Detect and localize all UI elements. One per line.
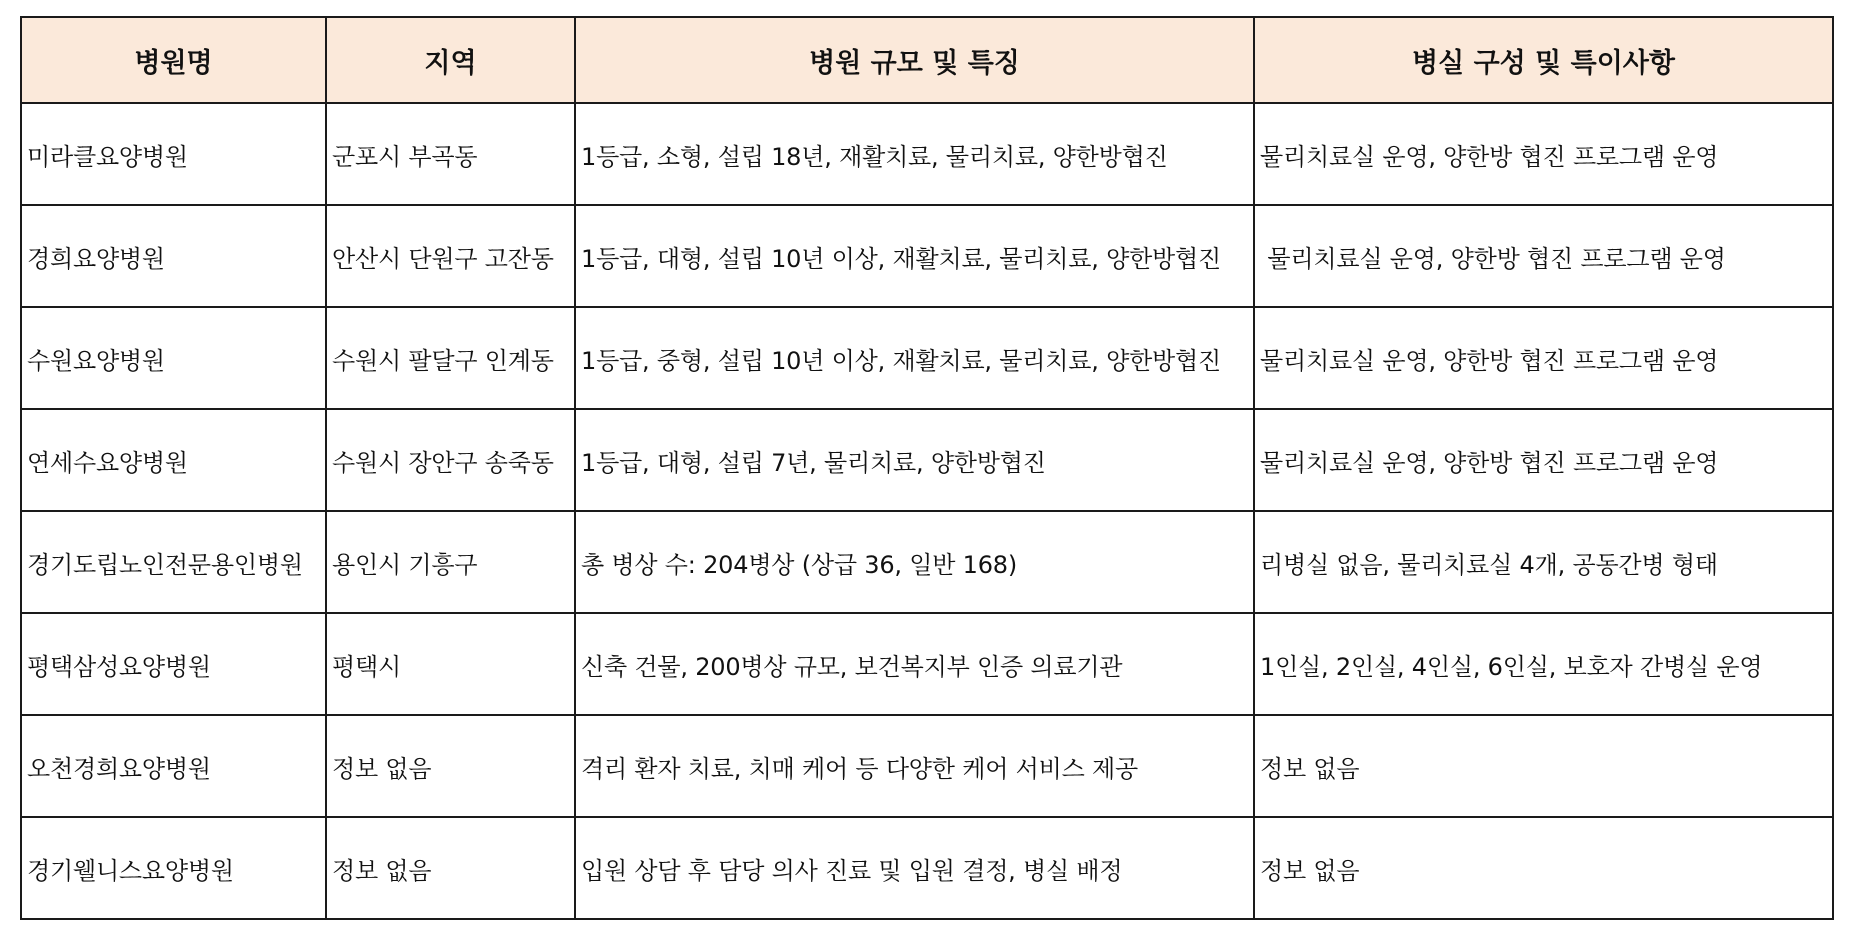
- hospital-comparison-table: [20, 16, 1834, 920]
- cell-scale-features: 입원 상담 후 담당 의사 진료 및 입원 결정, 병실 배정: [575, 817, 1254, 919]
- cell-scale-features: 신축 건물, 200병상 규모, 보건복지부 인증 의료기관: [575, 613, 1254, 715]
- cell-room-notes: 물리치료실 운영, 양한방 협진 프로그램 운영: [1254, 307, 1833, 409]
- cell-room-notes: 물리치료실 운영, 양한방 협진 프로그램 운영: [1254, 103, 1833, 205]
- cell-region: 용인시 기흥구: [326, 511, 575, 613]
- cell-hospital-name: 경기도립노인전문용인병원: [21, 511, 326, 613]
- cell-region: 수원시 팔달구 인계동: [326, 307, 575, 409]
- cell-region: 정보 없음: [326, 715, 575, 817]
- cell-hospital-name: 경기웰니스요양병원: [21, 817, 326, 919]
- table-row: [21, 715, 1833, 817]
- cell-region: 수원시 장안구 송죽동: [326, 409, 575, 511]
- cell-scale-features: 1등급, 대형, 설립 7년, 물리치료, 양한방협진: [575, 409, 1254, 511]
- cell-hospital-name: 평택삼성요양병원: [21, 613, 326, 715]
- table-row: [21, 511, 1833, 613]
- cell-room-notes: 물리치료실 운영, 양한방 협진 프로그램 운영: [1254, 205, 1833, 307]
- header-hospital-name: 병원명: [21, 17, 326, 103]
- cell-scale-features: 격리 환자 치료, 치매 케어 등 다양한 케어 서비스 제공: [575, 715, 1254, 817]
- table-row: [21, 307, 1833, 409]
- cell-scale-features: 총 병상 수: 204병상 (상급 36, 일반 168): [575, 511, 1254, 613]
- table-row: [21, 613, 1833, 715]
- cell-scale-features: 1등급, 소형, 설립 18년, 재활치료, 물리치료, 양한방협진: [575, 103, 1254, 205]
- cell-scale-features: 1등급, 대형, 설립 10년 이상, 재활치료, 물리치료, 양한방협진: [575, 205, 1254, 307]
- cell-region: 군포시 부곡동: [326, 103, 575, 205]
- cell-room-notes: 1인실, 2인실, 4인실, 6인실, 보호자 간병실 운영: [1254, 613, 1833, 715]
- table-row: [21, 103, 1833, 205]
- header-region: 지역: [326, 17, 575, 103]
- header-row: [21, 17, 1833, 103]
- cell-hospital-name: 오천경희요양병원: [21, 715, 326, 817]
- cell-region: 평택시: [326, 613, 575, 715]
- cell-hospital-name: 수원요양병원: [21, 307, 326, 409]
- cell-region: 정보 없음: [326, 817, 575, 919]
- table-row: [21, 409, 1833, 511]
- cell-room-notes: 정보 없음: [1254, 817, 1833, 919]
- header-scale-features: 병원 규모 및 특징: [575, 17, 1254, 103]
- table-row: [21, 205, 1833, 307]
- cell-hospital-name: 연세수요양병원: [21, 409, 326, 511]
- cell-region: 안산시 단원구 고잔동: [326, 205, 575, 307]
- cell-room-notes: 물리치료실 운영, 양한방 협진 프로그램 운영: [1254, 409, 1833, 511]
- table-row: [21, 817, 1833, 919]
- header-room-notes: 병실 구성 및 특이사항: [1254, 17, 1833, 103]
- hospital-comparison-sheet: [20, 16, 1834, 920]
- cell-hospital-name: 미라클요양병원: [21, 103, 326, 205]
- cell-scale-features: 1등급, 중형, 설립 10년 이상, 재활치료, 물리치료, 양한방협진: [575, 307, 1254, 409]
- cell-hospital-name: 경희요양병원: [21, 205, 326, 307]
- cell-room-notes: 리병실 없음, 물리치료실 4개, 공동간병 형태: [1254, 511, 1833, 613]
- cell-room-notes: 정보 없음: [1254, 715, 1833, 817]
